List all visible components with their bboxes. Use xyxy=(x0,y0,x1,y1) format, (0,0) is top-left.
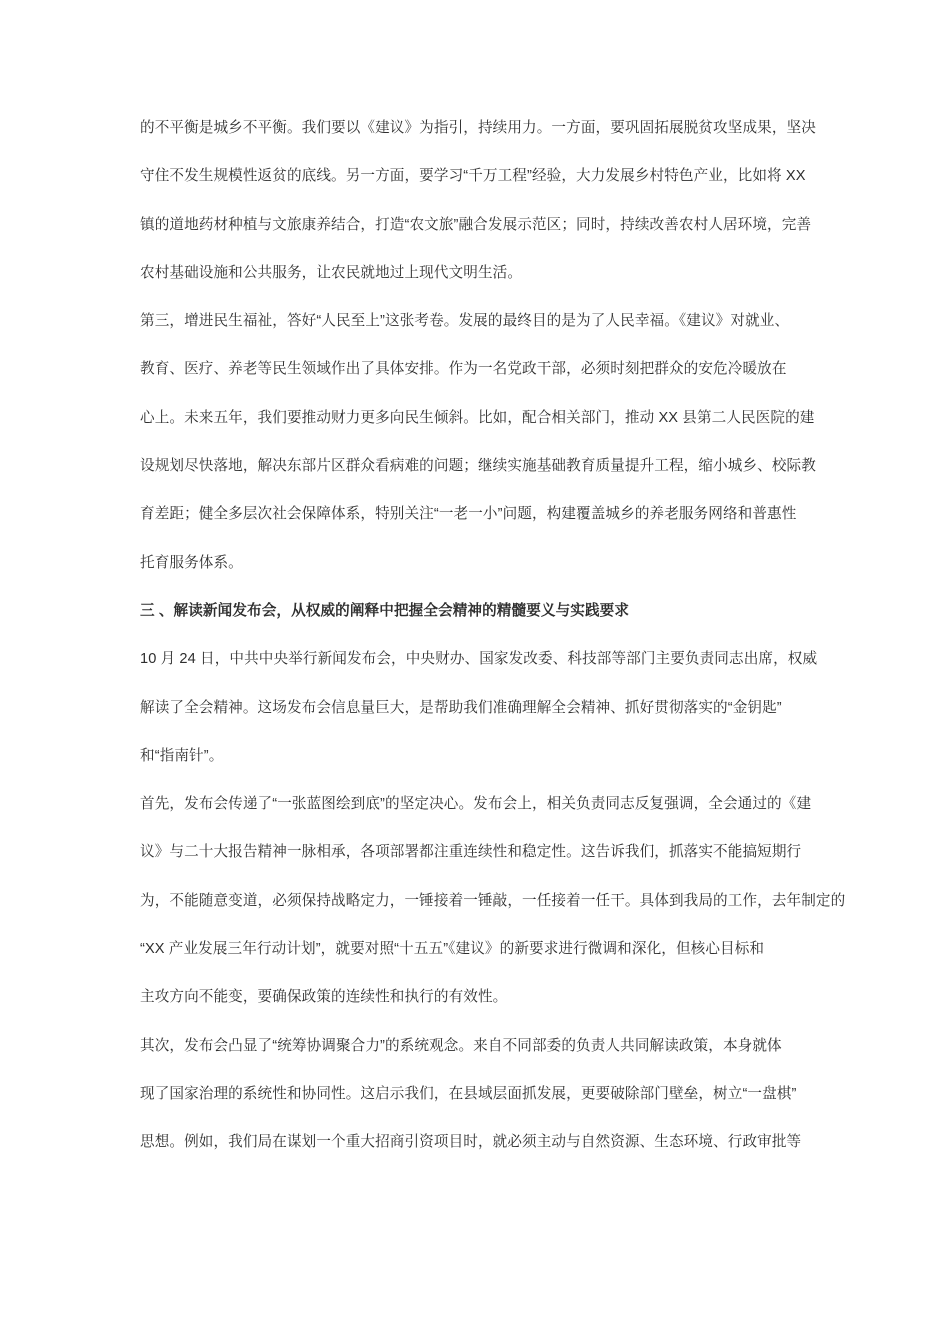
document-line: 10 月 24 日，中共中央举行新闻发布会，中央财办、国家发改委、科技部等部门主要负责同志出席，权威 xyxy=(140,651,818,668)
document-line: 为，不能随意变道，必须保持战略定力，一锤接着一锤敲，一任接着一任干。具体到我局的工作，去年制定的 xyxy=(140,892,846,909)
document-line: 教育、医疗、养老等民生领域作出了具体安排。作为一名党政干部，必须时刻把群众的安危冷暖放在 xyxy=(140,361,787,378)
document-line: “XX 产业发展三年行动计划”，就要对照“十五五”《建议》的新要求进行微调和深化，但核心目标和 xyxy=(140,941,765,958)
document-line: 镇的道地药材种植与文旅康养结合，打造“农文旅”融合发展示范区；同时，持续改善农村人居环境，完善 xyxy=(140,216,812,233)
document-line: 和“指南针”。 xyxy=(140,747,224,764)
document-line: 首先，发布会传递了“一张蓝图绘到底”的坚定决心。发布会上，相关负责同志反复强调，全会通过的《建 xyxy=(140,796,812,813)
section-heading xyxy=(140,587,820,635)
document-line: 托育服务体系。 xyxy=(140,554,243,571)
document-line: 解读了全会精神。这场发布会信息量巨大，是帮助我们准确理解全会精神、抓好贯彻落实的“金钥匙” xyxy=(140,699,782,716)
paragraph xyxy=(140,297,820,587)
heading-line: 三 、解读新闻发布会，从权威的阐释中把握全会精神的精髓要义与实践要求 xyxy=(140,602,630,619)
document-body xyxy=(140,104,846,1167)
document-line: 思想。例如，我们局在谋划一个重大招商引资项目时，就必须主动与自然资源、生态环境、行政审批等 xyxy=(140,1134,802,1151)
paragraph xyxy=(140,104,820,297)
document-line: 议》与二十大报告精神一脉相承，各项部署都注重连续性和稳定性。这告诉我们，抓落实不能搞短期行 xyxy=(140,844,802,861)
document-line: 其次，发布会凸显了“统筹协调聚合力”的系统观念。来自不同部委的负责人共同解读政策，本身就体 xyxy=(140,1037,782,1054)
document-line: 的不平衡是城乡不平衡。我们要以《建议》为指引，持续用力。一方面，要巩固拓展脱贫攻坚成果，坚决 xyxy=(140,120,816,136)
document-line: 现了国家治理的系统性和协同性。这启示我们，在县域层面抓发展，更要破除部门壁垒，树立“一盘棋” xyxy=(140,1085,797,1102)
document-line: 农村基础设施和公共服务，让农民就地过上现代文明生活。 xyxy=(140,264,523,281)
document-line: 主攻方向不能变，要确保政策的连续性和执行的有效性。 xyxy=(140,989,508,1006)
paragraph xyxy=(140,780,846,1021)
document-line: 育差距；健全多层次社会保障体系，特别关注“一老一小”问题，构建覆盖城乡的养老服务网络和普惠性 xyxy=(140,506,797,523)
document-line: 守住不发生规模性返贫的底线。另一方面，要学习“千万工程”经验，大力发展乡村特色产业，比如将 XX xyxy=(140,168,806,185)
paragraph xyxy=(140,635,820,780)
document-line: 第三，增进民生福祉，答好“人民至上”这张考卷。发展的最终目的是为了人民幸福。《建议》对就业、 xyxy=(140,313,790,330)
document-line: 设规划尽快落地，解决东部片区群众看病难的问题；继续实施基础教育质量提升工程，缩小城乡、校际教 xyxy=(140,458,816,475)
paragraph xyxy=(140,1022,820,1167)
document-line: 心上。未来五年，我们要推动财力更多向民生倾斜。比如，配合相关部门，推动 XX 县第二人民医院的建 xyxy=(140,409,815,426)
